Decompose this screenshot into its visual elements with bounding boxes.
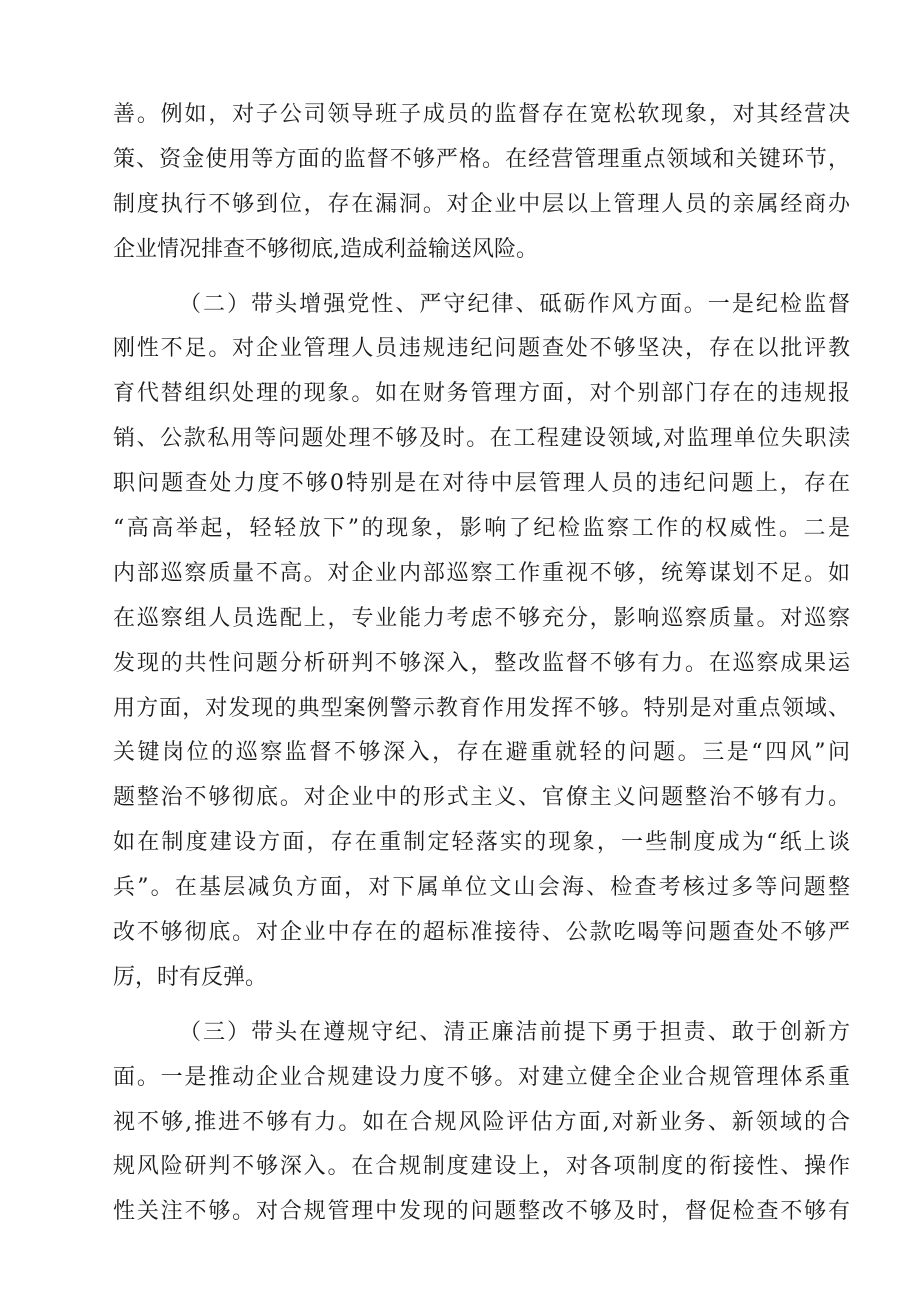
text-line: “高高举起，轻轻放下”的现象，影响了纪检监察工作的权威性。二是 <box>113 516 850 542</box>
text-line: 职问题查处力度不够0特别是在对待中层管理人员的违纪问题上，存在 <box>113 471 850 497</box>
text-line: 在巡察组人员选配上，专业能力考虑不够充分，影响巡察质量。对巡察 <box>113 605 850 631</box>
text-line: 策、资金使用等方面的监督不够严格。在经营管理重点领域和关键环节， <box>113 146 850 172</box>
text-line: 内部巡察质量不高。对企业内部巡察工作重视不够，统筹谋划不足。如 <box>113 560 850 586</box>
text-line: 用方面，对发现的典型案例警示教育作用发挥不够。特别是对重点领域、 <box>113 695 850 721</box>
text-line: 厉，时有反弹。 <box>113 964 268 990</box>
text-line: 面。一是推动企业合规建设力度不够。对建立健全企业合规管理体系重 <box>113 1064 850 1090</box>
text-line: 制度执行不够到位，存在漏洞。对企业中层以上管理人员的亲属经商办 <box>113 191 850 217</box>
text-line: 规风险研判不够深入。在合规制度建设上，对各项制度的衔接性、操作 <box>113 1154 850 1180</box>
text-line: 善。例如，对子公司领导班子成员的监督存在宽松软现象，对其经营决 <box>113 102 850 127</box>
text-line: 兵”。在基层减负方面，对下属单位文山会海、检查考核过多等问题整 <box>113 875 850 901</box>
paragraph-p1 <box>113 93 850 273</box>
text-line: 育代替组织处理的现象。如在财务管理方面，对个别部门存在的违规报 <box>113 381 850 407</box>
text-line: 改不够彻底。对企业中存在的超标准接待、公款吃喝等问题查处不够严 <box>113 920 850 946</box>
text-line: 性关注不够。对合规管理中发现的问题整改不够及时，督促检查不够有 <box>113 1199 850 1225</box>
text-line: 刚性不足。对企业管理人员违规违纪问题查处不够坚决，存在以批评教 <box>113 336 850 362</box>
text-line: 关键岗位的巡察监督不够深入，存在避重就轻的问题。三是“四风”问 <box>113 740 850 766</box>
paragraph-p3 <box>113 1011 850 1235</box>
text-line: （二）带头增强党性、严守纪律、砥砺作风方面。一是纪检监督 <box>179 291 850 317</box>
text-line: 销、公款私用等问题处理不够及时。在工程建设领域,对监理单位失职渎 <box>113 426 850 452</box>
text-line: 如在制度建设方面，存在重制定轻落实的现象，一些制度成为“纸上谈 <box>113 830 850 856</box>
text-line: 视不够,推进不够有力。如在合规风险评估方面,对新业务、新领域的合 <box>113 1109 850 1135</box>
text-line: （三）带头在遵规守纪、清正廉洁前提下勇于担责、敢于创新方 <box>179 1019 850 1045</box>
text-line: 题整治不够彻底。对企业中的形式主义、官僚主义问题整治不够有力。 <box>113 785 850 811</box>
text-line: 企业情况排查不够彻底,造成利益输送风险。 <box>113 236 538 262</box>
paragraph-p2 <box>113 283 850 1001</box>
text-line: 发现的共性问题分析研判不够深入，整改监督不够有力。在巡察成果运 <box>113 650 850 676</box>
